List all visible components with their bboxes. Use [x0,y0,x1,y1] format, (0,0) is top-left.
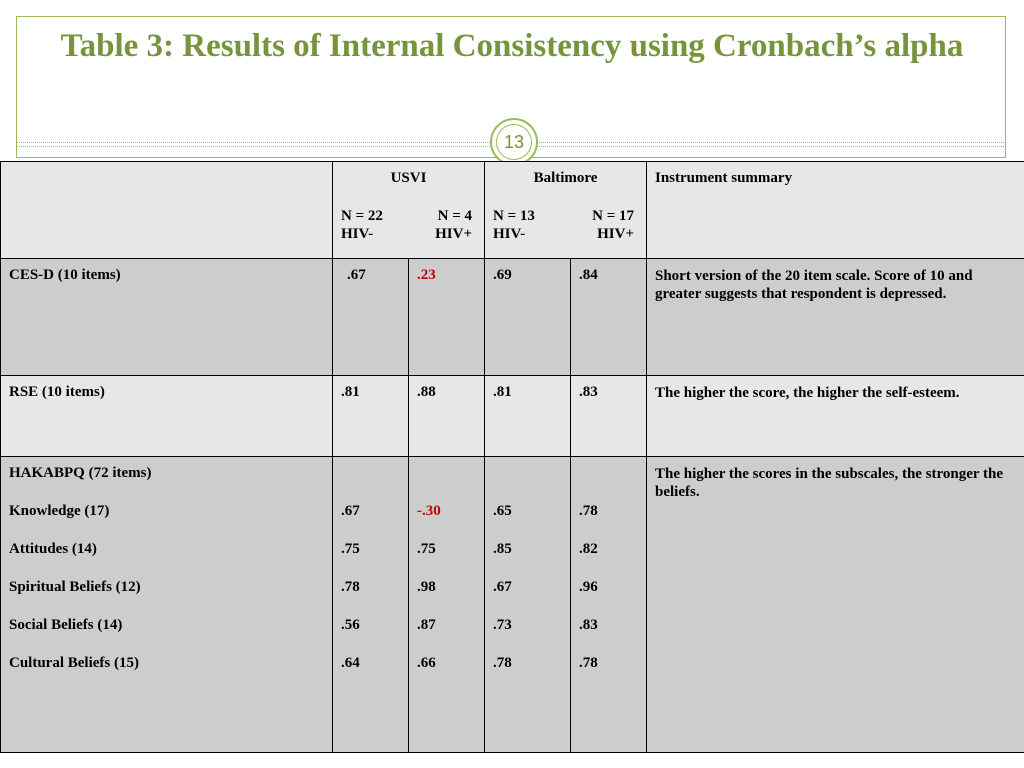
baltimore-hivpos-value: .78 [579,655,598,671]
header-baltimore [485,162,647,259]
header-empty-cell [1,162,333,259]
baltimore-hivpos-values [571,457,647,753]
usvi-hivpos-value: -.30 [417,503,441,519]
table-row-hakabpq [1,457,1024,753]
baltimore-hivpos-value: .78 [579,503,598,519]
instrument-summary: The higher the score, the higher the self-esteem. [647,376,1024,457]
usvi-hivneg-value: .64 [341,655,360,671]
hakabpq-label: HAKABPQ (72 items) [9,465,152,481]
baltimore-hivneg-value: .65 [493,503,512,519]
baltimore-hivneg-n: N = 13 [493,208,535,224]
table-header-row [1,162,1024,259]
table-row-cesd [1,259,1024,376]
usvi-hivpos-value: .87 [417,617,436,633]
instrument-summary: The higher the scores in the subscales, the stronger the beliefs. [647,457,1024,753]
header-usvi [333,162,485,259]
subscale-label: Spiritual Beliefs (12) [9,579,141,595]
baltimore-hivpos-value: .82 [579,541,598,557]
hakabpq-labels [1,457,333,753]
usvi-hivneg-value: .67 [333,259,409,376]
slide-number: 13 [496,124,532,160]
subscale-label: Social Beliefs (14) [9,617,123,633]
usvi-hivneg-status: HIV- [341,226,374,242]
row-label: CES-D (10 items) [1,259,333,376]
baltimore-hivpos-value: .83 [571,376,647,457]
usvi-hivpos-value: .23 [409,259,485,376]
usvi-hivneg-value: .67 [341,503,360,519]
usvi-hivpos-n: N = 4 [437,208,472,224]
slide-title: Table 3: Results of Internal Consistency using Cronbach’s alpha [60,28,964,64]
baltimore-hivpos-n: N = 17 [592,208,634,224]
baltimore-hivpos-value: .83 [579,617,598,633]
usvi-hivneg-n: N = 22 [341,208,383,224]
baltimore-hivneg-value: .81 [485,376,571,457]
subscale-label: Cultural Beliefs (15) [9,655,139,671]
instrument-summary: Short version of the 20 item scale. Score of 10 and greater suggests that respondent is depressed. [647,259,1024,376]
usvi-label: USVI [390,170,427,186]
usvi-hivneg-value: .81 [333,376,409,457]
baltimore-hivneg-value: .67 [493,579,512,595]
baltimore-label: Baltimore [533,170,598,186]
usvi-hivpos-value: .88 [409,376,485,457]
usvi-hivpos-values [409,457,485,753]
usvi-hivpos-value: .66 [417,655,436,671]
baltimore-hivpos-status: HIV+ [597,226,634,242]
header-instrument-summary: Instrument summary [647,162,1024,259]
row-label: RSE (10 items) [1,376,333,457]
usvi-hivneg-value: .78 [341,579,360,595]
usvi-hivneg-value: .56 [341,617,360,633]
usvi-hivpos-value: .75 [417,541,436,557]
usvi-hivpos-value: .98 [417,579,436,595]
baltimore-hivneg-value: .85 [493,541,512,557]
usvi-hivneg-values [333,457,409,753]
baltimore-hivpos-value: .96 [579,579,598,595]
baltimore-hivneg-value: .73 [493,617,512,633]
usvi-hivneg-value: .75 [341,541,360,557]
baltimore-hivneg-status: HIV- [493,226,526,242]
subscale-label: Attitudes (14) [9,541,97,557]
table-row-rse [1,376,1024,457]
baltimore-hivneg-values [485,457,571,753]
results-table [0,161,1024,753]
baltimore-hivpos-value: .84 [571,259,647,376]
baltimore-hivneg-value: .78 [493,655,512,671]
usvi-hivpos-status: HIV+ [435,226,472,242]
subscale-label: Knowledge (17) [9,503,110,519]
baltimore-hivneg-value: .69 [485,259,571,376]
slide-number-badge [490,118,538,166]
